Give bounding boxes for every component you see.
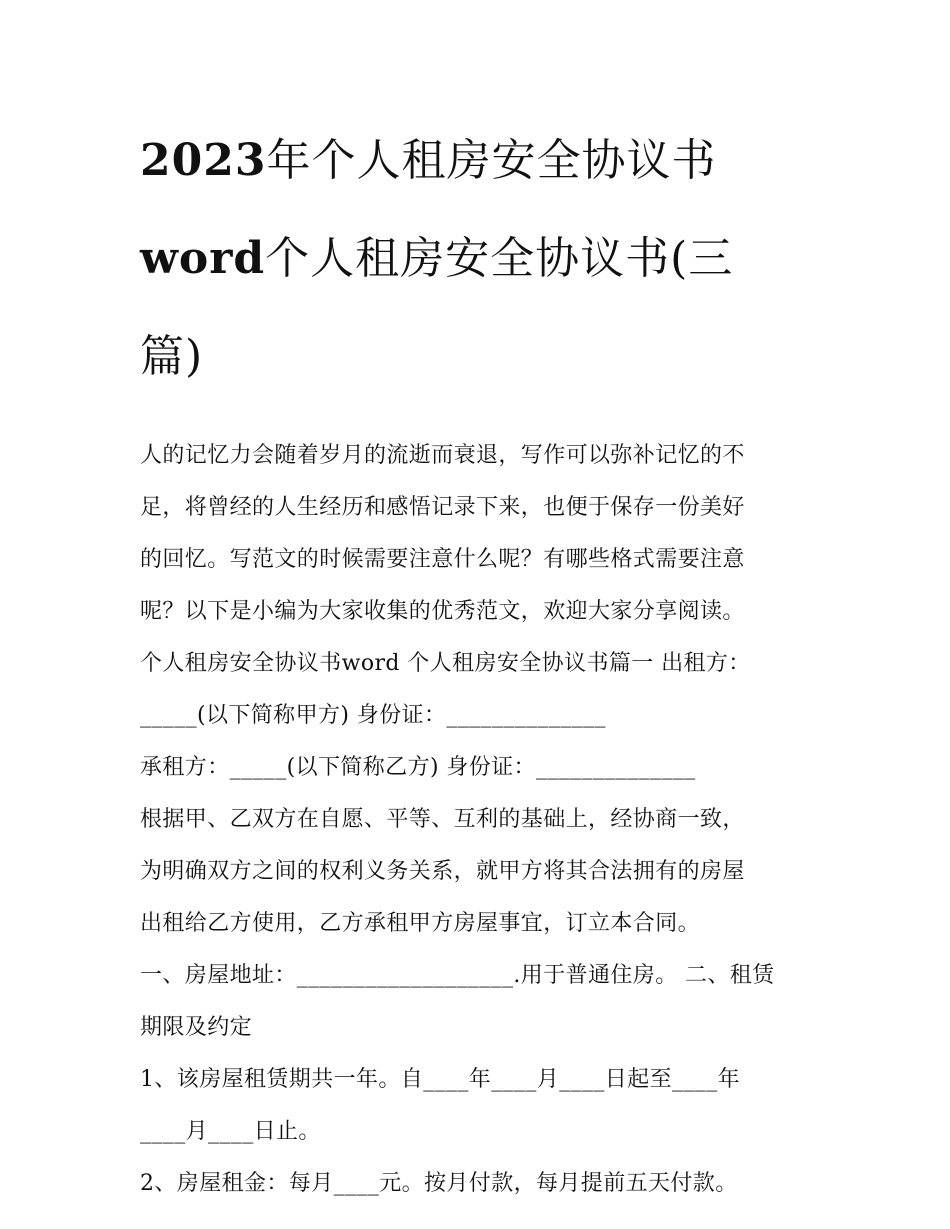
body-line: ____月____日止。 (140, 1119, 321, 1144)
body-line: _____(以下简称甲方) 身份证：______________ (140, 703, 606, 728)
body-line: 的回忆。写范文的时候需要注意什么呢？有哪些格式需要注意 (140, 547, 745, 572)
body-line: 为明确双方之间的权利义务关系，就甲方将其合法拥有的房屋 (140, 859, 745, 884)
body-line: 一、房屋地址：___________________.用于普通住房。 二、租赁 (140, 963, 775, 988)
document-body (140, 430, 820, 1210)
title-year: 2023 (140, 135, 267, 186)
body-line: 呢？以下是小编为大家收集的优秀范文，欢迎大家分享阅读。 (140, 599, 745, 624)
body-line: 1、该房屋租赁期共一年。自____年____月____日起至____年 (140, 1067, 740, 1092)
body-line: 足，将曾经的人生经历和感悟记录下来，也便于保存一份美好 (140, 495, 745, 520)
body-line: 出租给乙方使用，乙方承租甲方房屋事宜，订立本合同。 (140, 911, 701, 936)
body-line: 个人租房安全协议书word 个人租房安全协议书篇一 出租方： (140, 651, 751, 676)
body-line: 承租方：_____(以下简称乙方) 身份证：______________ (140, 755, 696, 780)
title-line2-text: 个人租房安全协议书(三 (265, 233, 734, 284)
title-line1-text: 年个人租房安全协议书 (266, 135, 717, 186)
body-line: 期限及约定 (140, 1015, 253, 1040)
document-title (140, 112, 820, 406)
document-page (140, 112, 820, 1210)
body-line: 人的记忆力会随着岁月的流逝而衰退，写作可以弥补记忆的不 (140, 443, 745, 468)
body-line: 2、房屋租金：每月____元。按月付款，每月提前五天付款。 (140, 1171, 738, 1196)
title-word: word (140, 233, 266, 284)
title-line3-text: 篇) (140, 331, 204, 382)
body-line: 根据甲、乙双方在自愿、平等、互利的基础上，经协商一致， (140, 807, 745, 832)
